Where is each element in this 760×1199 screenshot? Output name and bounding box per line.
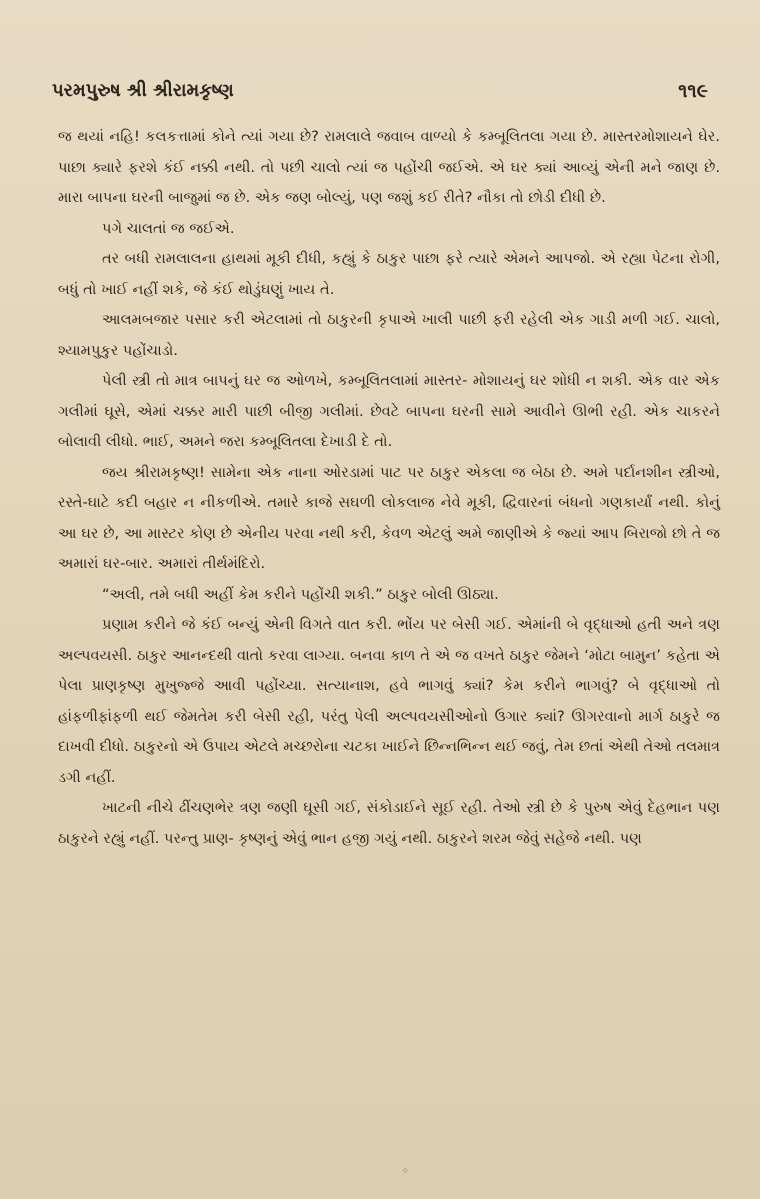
paragraph: આલમબજાર પસાર કરી એટલામાં તો ઠાકુરની કૃપાએ ખાલી પાછી ફરી રહેલી એક ગાડી મળી ગઈ. ચાલો, શ્યામપુકુર પહોંચાડો. — [58, 311, 720, 359]
paragraph: પગે ચાલતાં જ જઈએ. — [102, 219, 235, 237]
page-header — [52, 80, 708, 116]
paragraph: પ્રણામ કરીને જે કંઈ બન્યું એની વિગતે વાત કરી. ભોંય પર બેસી ગઈ. એમાંની બે વૃદ્ધાઓ હતી અને ત્રણ અલ્પવયસી. ઠાકુર આનન્દથી વાતો કરવા લાગ્યા. બનવા કાળ તે એ જ વખતે ઠાકુર જેમને ‘મોટા બામુન’ કહેતા એ પેલા પ્રાણકૃષ્ણ મુખુજ્જે આવી પહોંચ્યા. સત્યાનાશ, હવે ભાગવું ક્યાં? કેમ કરીને ભાગવું? બે વૃદ્ધાઓ તો હાંફળીફાંફળી થઈ જેમતેમ કરી બેસી રહી, પરંતુ પેલી અલ્પવયસીઓનો ઉગાર ક્યાં? ઊગરવાનો માર્ગ ઠાકુરે જ દાખવી દીધો. ઠાકુરનો એ ઉપાય એટલે મચ્છરોના ચટકા ખાઈને છિન્નભિન્ન થઈ જવું, તેમ છતાં એથી તેઓ તલમાત્ર ડગી નહીં. — [58, 616, 720, 786]
running-title: પરમપુરુષ શ્રી શ્રીરામકૃષ્ણ — [52, 80, 234, 101]
footer-ornament: ✧ — [401, 1166, 410, 1177]
paragraph: તર બધી રામલાલના હાથમાં મૂકી દીધી, કહ્યું કે ઠાકુર પાછા ફરે ત્યારે એમને આપજો. એ રહ્યા પેટના રોગી, બધું તો ખાઈ નહીં શકે, જે કંઈ થોડુંઘણું ખાય તે. — [58, 250, 720, 298]
paragraph: “અલી, તમે બધી અહીં કેમ કરીને પહોંચી શકી.” ઠાકુર બોલી ઊઠ્યા. — [102, 585, 499, 603]
page-number: ૧૧૯ — [678, 80, 708, 102]
paragraph: પેલી સ્ત્રી તો માત્ર બાપનું ઘર જ ઓળખે, કમ્બૂલિતલામાં માસ્તર- મોશાયનું ઘર શોધી ન શકી. એક વાર એક ગલીમાં ઘૂસે, એમાં ચક્કર મારી પાછી બીજી ગલીમાં. છેવટે બાપના ઘરની સામે આવીને ઊભી રહી. એક ચાકરને બોલાવી લીધો. ભાઈ, અમને જરા કમ્બૂલિતલા દેખાડી દે તો. — [58, 372, 720, 450]
paragraph: જ થયાં નહિ! કલકત્તામાં કોને ત્યાં ગયા છે? રામલાલે જવાબ વાળ્યો કે કમ્બૂલિતલા ગયા છે. માસ્તરમોશાયને ઘેર. પાછા ક્યારે ફરશે કંઈ નક્કી નથી. તો પછી ચાલો ત્યાં જ પહોંચી જઈએ. એ ઘર ક્યાં આવ્યું એની મને જાણ છે. મારા બાપના ઘરની બાજુમાં જ છે. એક જણ બોલ્યું, પણ જશું કઈ રીતે? નૌકા તો છોડી દીધી છે. — [58, 128, 720, 206]
paragraph: ખાટની નીચે ઢીંચણભેર ત્રણ જણી ઘૂસી ગઈ, સંકોડાઈને સૂઈ રહી. તેઓ સ્ત્રી છે કે પુરુષ એવું દેહભાન પણ ઠાકુરને રહ્યું નહીં. પરન્તુ પ્રાણ- કૃષ્ણનું એવું ભાન હજી ગયું નથી. ઠાકુરને શરમ જેવું સહેજે નથી. પણ — [58, 799, 720, 847]
paragraph: જય શ્રીરામકૃષ્ણ! સામેના એક નાના ઓરડામાં પાટ પર ઠાકુર એકલા જ બેઠા છે. અમે પર્દાનશીન સ્ત્રીઓ, રસ્તે-ઘાટે કદી બહાર ન નીકળીએ. તમારે કાજે સઘળી લોકલાજ નેવે મૂકી, દ્વિવારનાં બંધનો ગણકાર્યાં નથી. કોનું આ ઘર છે, આ માસ્ટર કોણ છે એનીય પરવા નથી કરી, કેવળ એટલું અમે જાણીએ કે જ્યાં આપ બિરાજો છો તે જ અમારાં ઘર-બાર. અમારાં તીર્થમંદિરો. — [58, 463, 720, 572]
body-text — [58, 122, 720, 854]
